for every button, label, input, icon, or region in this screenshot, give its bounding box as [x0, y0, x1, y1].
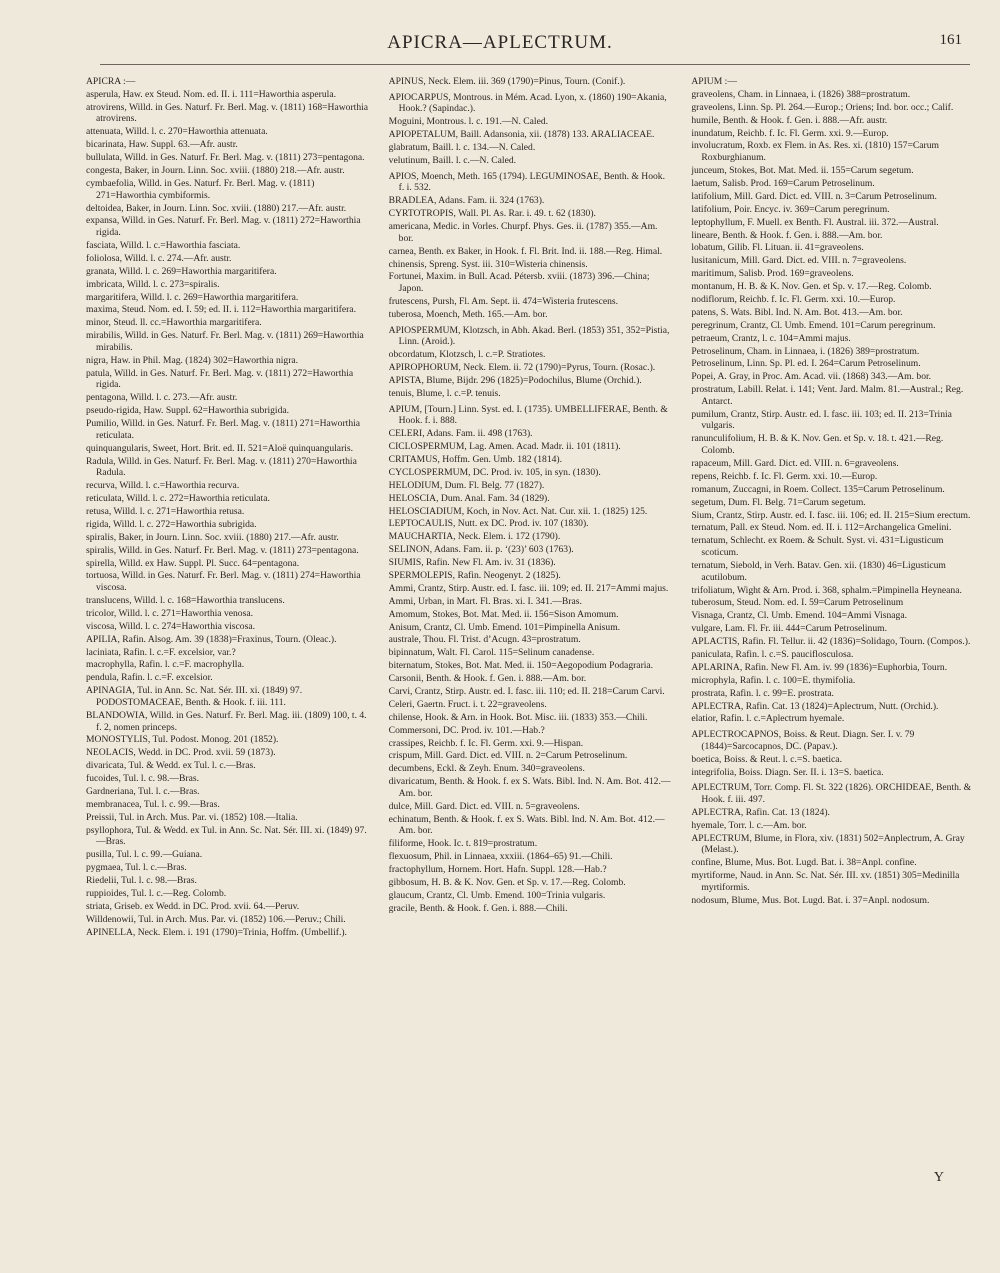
entry: ranunculifolium, H. B. & K. Nov. Gen. et Sp. v. 18. t. 421.—Reg. Colomb. — [691, 433, 944, 457]
entry: Popei, A. Gray, in Proc. Am. Acad. vii. (1868) 343.—Am. bor. — [691, 371, 932, 383]
entry: segetum, Dum. Fl. Belg. 71=Carum segetum. — [691, 496, 866, 508]
column-2 — [389, 76, 672, 1226]
text-columns — [86, 76, 974, 1226]
entry: trifoliatum, Wight & Arn. Prod. i. 368, sphalm.=Pimpinella Heyneana. — [691, 584, 962, 596]
entry: velutinum, Baill. l. c.—N. Caled. — [388, 154, 517, 166]
entry: APINAGIA, Tul. in Ann. Sc. Nat. Sér. III. xi. (1849) 97. PODOSTOMACEAE, Benth. & Hook. f. iii. 111. — [86, 685, 303, 708]
page-number: 161 — [939, 32, 962, 48]
entry: glabratum, Baill. l. c. 134.—N. Caled. — [388, 142, 536, 154]
entry: integrifolia, Boiss. Diagn. Ser. II. i. 13=S. baetica. — [691, 766, 884, 778]
entry: Fortunei, Maxim. in Bull. Acad. Pétersb. xviii. (1873) 396.—China; Japon. — [388, 271, 650, 295]
entry: Preissii, Tul. in Arch. Mus. Par. vi. (1852) 108.—Italia. — [86, 811, 298, 823]
entry: rapaceum, Mill. Gard. Dict. ed. VIII. n. 6=graveolens. — [691, 457, 899, 469]
entry: lineare, Benth. & Hook. f. Gen. i. 888.—Am. bor. — [691, 229, 883, 241]
entry: APILIA, Rafin. Alsog. Am. 39 (1838)=Fraxinus, Tourn. (Oleac.). — [86, 633, 337, 645]
entry: pusilla, Tul. l. c. 99.—Guiana. — [86, 849, 203, 861]
entry: tuberosa, Moench, Meth. 165.—Am. bor. — [388, 308, 548, 320]
entry: ruppioides, Tul. l. c.—Reg. Colomb. — [86, 887, 227, 899]
entry: laciniata, Rafin. l. c.=F. excelsior, var.? — [86, 646, 236, 658]
entry: nodiflorum, Reichb. f. Ic. Fl. Germ. xxi. 10.—Europ. — [691, 293, 896, 305]
entry: LEPTOCAULIS, Nutt. ex DC. Prod. iv. 107 (1830). — [388, 518, 589, 530]
entry: deltoidea, Baker, in Journ. Linn. Soc. xviii. (1880) 217.—Afr. austr. — [86, 202, 347, 214]
entry: myrtiforme, Naud. in Ann. Sc. Nat. Sér. III. xv. (1851) 305=Medinilla myrtiformis. — [691, 870, 960, 893]
entry: tenuis, Blume, l. c.=P. tenuis. — [388, 387, 501, 399]
entry: APIOSPERMUM, Klotzsch, in Abh. Akad. Berl. (1853) 351, 352=Pistia, Linn. (Aroid.). — [388, 324, 670, 348]
entry: granata, Willd. l. c. 269=Haworthia margaritifera. — [86, 265, 277, 277]
entry: APLECTRUM, Blume, in Flora, xiv. (1831) 502=Anplectrum, A. Gray (Melast.). — [691, 832, 965, 856]
header-rule — [100, 64, 970, 65]
entry: maritimum, Salisb. Prod. 169=graveolens. — [691, 268, 854, 280]
running-head: APICRA—APLECTRUM. — [387, 32, 613, 53]
entry: membranacea, Tul. l. c. 99.—Bras. — [86, 798, 220, 810]
entry: striata, Griseb. ex Wedd. in DC. Prod. xvii. 64.—Peruv. — [86, 900, 300, 912]
entry: chinensis, Spreng. Syst. iii. 310=Wisteria chinensis. — [388, 258, 588, 270]
entry: peregrinum, Crantz, Cl. Umb. Emend. 101=Carum peregrinum. — [691, 319, 936, 331]
entry: translucens, Willd. l. c. 168=Haworthia translucens. — [86, 595, 285, 607]
entry: carnea, Benth. ex Baker, in Hook. f. Fl. Brit. Ind. ii. 188.—Reg. Himal. — [388, 245, 663, 257]
entry: APISTA, Blume, Bijdr. 296 (1825)=Podochilus, Blume (Orchid.). — [388, 374, 642, 386]
entry: rigida, Willd. l. c. 272=Haworthia subrigida. — [86, 518, 257, 530]
entry: divaricata, Tul. & Wedd. ex Tul. l. c.—Bras. — [86, 760, 256, 772]
entry: psyllophora, Tul. & Wedd. ex Tul. in Ann. Sc. Nat. Sér. III. xi. (1849) 97.—Bras. — [86, 824, 367, 848]
entry: repens, Reichb. f. Ic. Fl. Germ. xxi. 10.—Europ. — [691, 470, 878, 482]
entry: junceum, Stokes, Bot. Mat. Med. ii. 155=Carum segetum. — [691, 165, 914, 177]
entry: chilense, Hook. & Arn. in Hook. Bot. Misc. iii. (1833) 353.—Chili. — [388, 711, 648, 723]
page-header — [0, 30, 1000, 60]
entry: pumilum, Crantz, Stirp. Austr. ed. I. fasc. iii. 103; ed. II. 213=Trinia vulgaris. — [691, 408, 952, 432]
entry: NEOLACIS, Wedd. in DC. Prod. xvii. 59 (1873). — [86, 747, 276, 759]
entry: APLECTROCAPNOS, Boiss. & Reut. Diagn. Ser. I. v. 79 (1844)=Sarcocapnos, DC. (Papav.). — [691, 729, 915, 752]
entry: crassipes, Reichb. f. Ic. Fl. Germ. xxi. 9.—Hispan. — [388, 737, 584, 749]
entry: Petroselinum, Cham. in Linnaea, i. (1826) 389=prostratum. — [691, 345, 920, 357]
entry: HELODIUM, Dum. Fl. Belg. 77 (1827). — [388, 479, 545, 491]
entry: tricolor, Willd. l. c. 271=Haworthia venosa. — [86, 607, 253, 619]
entry: leptophyllum, F. Muell. ex Benth. Fl. Austral. iii. 372.—Austral. — [691, 216, 939, 228]
entry: Ammi, Urban, in Mart. Fl. Bras. xi. I. 341.—Bras. — [388, 595, 582, 607]
entry: glaucum, Crantz, Cl. Umb. Emend. 100=Trinia vulgaris. — [388, 889, 606, 901]
entry: CYRTOTROPIS, Wall. Pl. As. Rar. i. 49. t. 62 (1830). — [388, 208, 596, 220]
entry: MONOSTYLIS, Tul. Podost. Monog. 201 (1852). — [86, 734, 279, 746]
entry: APLECTRA, Rafin. Cat. 13 (1824). — [691, 806, 830, 818]
entry: ternatum, Pall. ex Steud. Nom. ed. II. i. 112=Archangelica Gmelini. — [691, 522, 952, 534]
entry: APLECTRUM, Torr. Comp. Fl. St. 322 (1826). ORCHIDEAE, Benth. & Hook. f. iii. 497. — [691, 782, 972, 805]
entry: asperula, Haw. ex Steud. Nom. ed. II. i. 111=Haworthia asperula. — [86, 88, 336, 100]
entry: tuberosum, Steud. Nom. ed. I. 59=Carum Petroselinum — [691, 597, 904, 609]
entry: CRITAMUS, Hoffm. Gen. Umb. 182 (1814). — [388, 453, 563, 465]
entry: APIUM, [Tourn.] Linn. Syst. ed. I. (1735). UMBELLIFERAE, Benth. & Hook. f. i. 888. — [388, 403, 668, 427]
entry: petraeum, Crantz, l. c. 104=Ammi majus. — [691, 332, 851, 344]
entry: CELERI, Adans. Fam. ii. 498 (1763). — [388, 428, 533, 440]
entry: involucratum, Roxb. ex Flem. in As. Res. xi. (1810) 157=Carum Roxburghianum. — [691, 140, 939, 164]
entry: flexuosum, Phil. in Linnaea, xxxiii. (1864–65) 91.—Chili. — [388, 851, 613, 863]
entry: paniculata, Rafin. l. c.=S. pauciflosculosa. — [691, 648, 854, 660]
entry: Anisum, Crantz, Cl. Umb. Emend. 101=Pimpinella Anisum. — [388, 621, 621, 633]
entry: obcordatum, Klotzsch, l. c.=P. Stratiotes. — [388, 349, 546, 361]
entry: nodosum, Blume, Mus. Bot. Lugd. Bat. i. 37=Anpl. nodosum. — [691, 894, 930, 906]
entry: prostratum, Labill. Relat. i. 141; Vent. Jard. Malm. 81.—Austral.; Reg. Antarct. — [691, 384, 964, 407]
entry: macrophylla, Rafin. l. c.=F. macrophylla. — [86, 659, 245, 671]
entry: lusitanicum, Mill. Gard. Dict. ed. VIII. n. 7=graveolens. — [691, 255, 907, 267]
entry: bipinnatum, Walt. Fl. Carol. 115=Selinum canadense. — [388, 647, 595, 659]
entry: filiforme, Hook. Ic. t. 819=prostratum. — [388, 838, 538, 850]
entry: patens, S. Wats. Bibl. Ind. N. Am. Bot. 413.—Am. bor. — [691, 306, 903, 318]
entry: Visnaga, Crantz, Cl. Umb. Emend. 104=Ammi Visnaga. — [691, 610, 907, 622]
entry: APINELLA, Neck. Elem. i. 191 (1790)=Trinia, Hoffm. (Umbellif.). — [86, 926, 347, 938]
entry: pendula, Rafin. l. c.=F. excelsior. — [86, 672, 213, 684]
entry: quinquangularis, Sweet, Hort. Brit. ed. II. 521=Aloë quinquangularis. — [86, 442, 354, 454]
entry: prostrata, Rafin. l. c. 99=E. prostrata. — [691, 687, 834, 699]
entry: Sium, Crantz, Stirp. Austr. ed. I. fasc. iii. 106; ed. II. 215=Sium erectum. — [691, 509, 971, 521]
entry: spiralis, Willd. in Ges. Naturf. Fr. Berl. Mag. v. (1811) 273=pentagona. — [86, 544, 359, 556]
entry: Celeri, Gaertn. Fruct. i. t. 22=graveolens. — [388, 698, 547, 710]
entry: Carvi, Crantz, Stirp. Austr. ed. I. fasc. iii. 110; ed. II. 218=Carum Carvi. — [388, 685, 665, 697]
entry: APIOS, Moench, Meth. 165 (1794). LEGUMINOSAE, Benth. & Hook. f. i. 532. — [388, 170, 666, 194]
column-1 — [86, 76, 369, 1226]
entry: boetica, Boiss. & Reut. l. c.=S. baetica. — [691, 753, 842, 765]
entry: hyemale, Torr. l. c.—Am. bor. — [691, 819, 807, 831]
entry: spirella, Willd. ex Haw. Suppl. Pl. Succ. 64=pentagona. — [86, 557, 300, 569]
entry: elatior, Rafin. l. c.=Aplectrum hyemale. — [691, 713, 845, 725]
entry: confine, Blume, Mus. Bot. Lugd. Bat. i. 38=Anpl. confine. — [691, 857, 917, 869]
entry: Amomum, Stokes, Bot. Mat. Med. ii. 156=Sison Amomum. — [388, 608, 619, 620]
entry: HELOSCIA, Dum. Anal. Fam. 34 (1829). — [388, 492, 550, 504]
entry: atrovirens, Willd. in Ges. Naturf. Fr. Berl. Mag. v. (1811) 168=Haworthia atrovirens. — [86, 101, 369, 125]
entry: foliolosa, Willd. l. c. 274.—Afr. austr. — [86, 252, 232, 264]
entry: APIROPHORUM, Neck. Elem. ii. 72 (1790)=Pyrus, Tourn. (Rosac.). — [388, 362, 656, 374]
entry: dulce, Mill. Gard. Dict. ed. VIII. n. 5=graveolens. — [388, 800, 580, 812]
entry: bullulata, Willd. in Ges. Naturf. Fr. Berl. Mag. v. (1811) 273=pentagona. — [86, 152, 365, 164]
entry: APLECTRA, Rafin. Cat. 13 (1824)=Aplectrum, Nutt. (Orchid.). — [691, 700, 939, 712]
entry: humile, Benth. & Hook. f. Gen. i. 888.—Afr. austr. — [691, 114, 888, 126]
entry: APINUS, Neck. Elem. iii. 369 (1790)=Pinus, Tourn. (Conif.). — [388, 76, 626, 87]
entry: MAUCHARTIA, Neck. Elem. i. 172 (1790). — [388, 531, 561, 543]
entry: reticulata, Willd. l. c. 272=Haworthia reticulata. — [86, 493, 270, 505]
entry: pentagona, Willd. l. c. 273.—Afr. austr. — [86, 392, 238, 404]
entry: decumbens, Eckl. & Zeyh. Enum. 340=graveolens. — [388, 763, 585, 775]
entry: gibbosum, H. B. & K. Nov. Gen. et Sp. v. 17.—Reg. Colomb. — [388, 876, 626, 888]
entry: bicarinata, Haw. Suppl. 63.—Afr. austr. — [86, 139, 238, 151]
entry: expansa, Willd. in Ges. Naturf. Fr. Berl. Mag. v. (1811) 272=Haworthia rigida. — [86, 215, 361, 239]
entry: pseudo-rigida, Haw. Suppl. 62=Haworthia subrigida. — [86, 405, 290, 417]
entry: Carsonii, Benth. & Hook. f. Gen. i. 888.—Am. bor. — [388, 673, 587, 685]
entry: fasciata, Willd. l. c.=Haworthia fasciata. — [86, 240, 241, 252]
entry: pygmaea, Tul. l. c.—Bras. — [86, 862, 187, 874]
entry: congesta, Baker, in Journ. Linn. Soc. xviii. (1880) 218.—Afr. austr. — [86, 165, 345, 177]
entry: margaritifera, Willd. l. c. 269=Haworthia margaritifera. — [86, 291, 299, 303]
entry: lobatum, Gilib. Fl. Lituan. ii. 41=graveolens. — [691, 242, 864, 254]
entry: latifolium, Mill. Gard. Dict. ed. VIII. n. 3=Carum Petroselinum. — [691, 190, 937, 202]
entry: APIOPETALUM, Baill. Adansonia, xii. (1878) 133. ARALIACEAE. — [388, 129, 655, 141]
entry: Ammi, Crantz, Stirp. Austr. ed. I. fasc. iii. 109; ed. II. 217=Ammi majus. — [388, 582, 669, 594]
entry: SELINON, Adans. Fam. ii. p. ‘(23)’ 603 (1763). — [388, 544, 574, 556]
entry: Willdenowii, Tul. in Arch. Mus. Par. vi. (1852) 106.—Peruv.; Chili. — [86, 913, 346, 925]
entry: fractophyllum, Hornem. Hort. Hafn. Suppl. 128.—Hab.? — [388, 864, 607, 876]
entry: vulgare, Lam. Fl. Fr. iii. 444=Carum Petroselinum. — [691, 623, 888, 635]
entry: APLARINA, Rafin. New Fl. Am. iv. 99 (1836)=Euphorbia, Tourn. — [691, 661, 948, 673]
entry: divaricatum, Benth. & Hook. f. ex S. Wats. Bibl. Ind. N. Am. Bot. 412.—Am. bor. — [388, 776, 671, 799]
entry: Petroselinum, Linn. Sp. Pl. ed. I. 264=Carum Petroselinum. — [691, 358, 921, 370]
signature-mark: Y — [933, 1170, 944, 1185]
entry: BLANDOWIA, Willd. in Ges. Naturf. Fr. Berl. Mag. iii. (1809) 100, t. 4. f. 2, nomen princeps. — [86, 709, 367, 733]
entry: APICRA :— — [86, 76, 136, 87]
entry: HELOSCIADIUM, Koch, in Nov. Act. Nat. Cur. xii. 1. (1825) 125. — [388, 505, 648, 517]
entry: Gardneriana, Tul. l. c.—Bras. — [86, 786, 200, 797]
entry: viscosa, Willd. l. c. 274=Haworthia viscosa. — [86, 620, 255, 632]
entry: montanum, H. B. & K. Nov. Gen. et Sp. v. 17.—Reg. Colomb. — [691, 281, 932, 293]
entry: Radula, Willd. in Ges. Naturf. Fr. Berl. Mag. v. (1811) 270=Haworthia Radula. — [86, 455, 357, 479]
entry: CICLOSPERMUM, Lag. Amen. Acad. Madr. ii. 101 (1811). — [388, 441, 621, 453]
entry: frutescens, Pursh, Fl. Am. Sept. ii. 474=Wisteria frutescens. — [388, 296, 619, 308]
column-3 — [691, 76, 974, 1226]
entry: americana, Medic. in Vorles. Churpf. Phys. Ges. ii. (1787) 355.—Am. bor. — [388, 221, 658, 244]
entry: echinatum, Benth. & Hook. f. ex S. Wats. Bibl. Ind. N. Am. Bot. 412.—Am. bor. — [388, 813, 665, 837]
entry: ternatum, Siebold, in Verh. Batav. Gen. xii. (1830) 46=Ligusticum acutilobum. — [691, 559, 946, 583]
entry: spiralis, Baker, in Journ. Linn. Soc. xviii. (1880) 217.—Afr. austr. — [86, 531, 339, 543]
entry: minor, Steud. ll. cc.=Haworthia margaritifera. — [86, 317, 262, 329]
entry: recurva, Willd. l. c.=Haworthia recurva. — [86, 480, 240, 492]
entry: cymbaefolia, Willd. in Ges. Naturf. Fr. Berl. Mag. v. (1811) 271=Haworthia cymbiformis. — [86, 177, 315, 201]
entry: CYCLOSPERMUM, DC. Prod. iv. 105, in syn. (1830). — [388, 466, 601, 478]
entry: APIOCARPUS, Montrous. in Mém. Acad. Lyon, x. (1860) 190=Akania, Hook.? (Sapindac.). — [388, 91, 667, 115]
entry: Moguini, Montrous. l. c. 191.—N. Caled. — [388, 116, 549, 128]
entry: fucoides, Tul. l. c. 98.—Bras. — [86, 773, 199, 785]
entry: gracile, Benth. & Hook. f. Gen. i. 888.—Chili. — [388, 902, 568, 914]
entry: Riedelii, Tul. l. c. 98.—Bras. — [86, 875, 197, 887]
entry: patula, Willd. in Ges. Naturf. Fr. Berl. Mag. v. (1811) 272=Haworthia rigida. — [86, 367, 354, 391]
entry: retusa, Willd. l. c. 271=Haworthia retusa. — [86, 505, 245, 517]
entry: tortuosa, Willd. in Ges. Naturf. Fr. Berl. Mag. v. (1811) 274=Haworthia viscosa. — [86, 570, 361, 594]
entry: imbricata, Willd. l. c. 273=spiralis. — [86, 278, 220, 290]
entry: SPERMOLEPIS, Rafin. Neogenyt. 2 (1825). — [388, 569, 561, 581]
entry: australe, Thou. Fl. Trist. d’Acugn. 43=prostratum. — [388, 634, 581, 646]
entry: nigra, Haw. in Phil. Mag. (1824) 302=Haworthia nigra. — [86, 354, 299, 366]
entry: maxima, Steud. Nom. ed. I. 59; ed. II. i. 112=Haworthia margaritifera. — [86, 304, 356, 316]
entry: biternatum, Stokes, Bot. Mat. Med. ii. 150=Aegopodium Podagraria. — [388, 660, 654, 672]
entry: graveolens, Linn. Sp. Pl. 264.—Europ.; Oriens; Ind. bor. occ.; Calif. — [691, 101, 954, 113]
entry: Pumilio, Willd. in Ges. Naturf. Fr. Berl. Mag. v. (1811) 271=Haworthia reticulata. — [86, 418, 361, 441]
entry: latifolium, Poir. Encyc. iv. 369=Carum peregrinum. — [691, 203, 890, 215]
entry: laetum, Salisb. Prod. 169=Carum Petroselinum. — [691, 177, 875, 189]
entry: APLACTIS, Rafin. Fl. Tellur. ii. 42 (1836)=Solidago, Tourn. (Compos.). — [691, 636, 971, 648]
entry: mirabilis, Willd. in Ges. Naturf. Fr. Berl. Mag. v. (1811) 269=Haworthia mirabilis. — [86, 330, 364, 353]
entry: Commersoni, DC. Prod. iv. 101.—Hab.? — [388, 724, 545, 736]
entry: microphyla, Rafin. l. c. 100=E. thymifolia. — [691, 674, 856, 686]
entry: SIUMIS, Rafin. New Fl. Am. iv. 31 (1836). — [388, 557, 556, 569]
entry: ternatum, Schlecht. ex Roem. & Schult. Syst. vi. 431=Ligusticum scoticum. — [691, 535, 944, 559]
entry: APIUM :— — [691, 76, 737, 87]
entry: romanum, Zuccagni, in Roem. Collect. 135=Carum Petroselinum. — [691, 483, 945, 495]
entry: BRADLEA, Adans. Fam. ii. 324 (1763). — [388, 195, 545, 207]
entry: crispum, Mill. Gard. Dict. ed. VIII. n. 2=Carum Petroselinum. — [388, 750, 628, 762]
entry: inundatum, Reichb. f. Ic. Fl. Germ. xxi. 9.—Europ. — [691, 127, 889, 139]
entry: graveolens, Cham. in Linnaea, i. (1826) 388=prostratum. — [691, 88, 911, 100]
entry: attenuata, Willd. l. c. 270=Haworthia attenuata. — [86, 126, 268, 138]
